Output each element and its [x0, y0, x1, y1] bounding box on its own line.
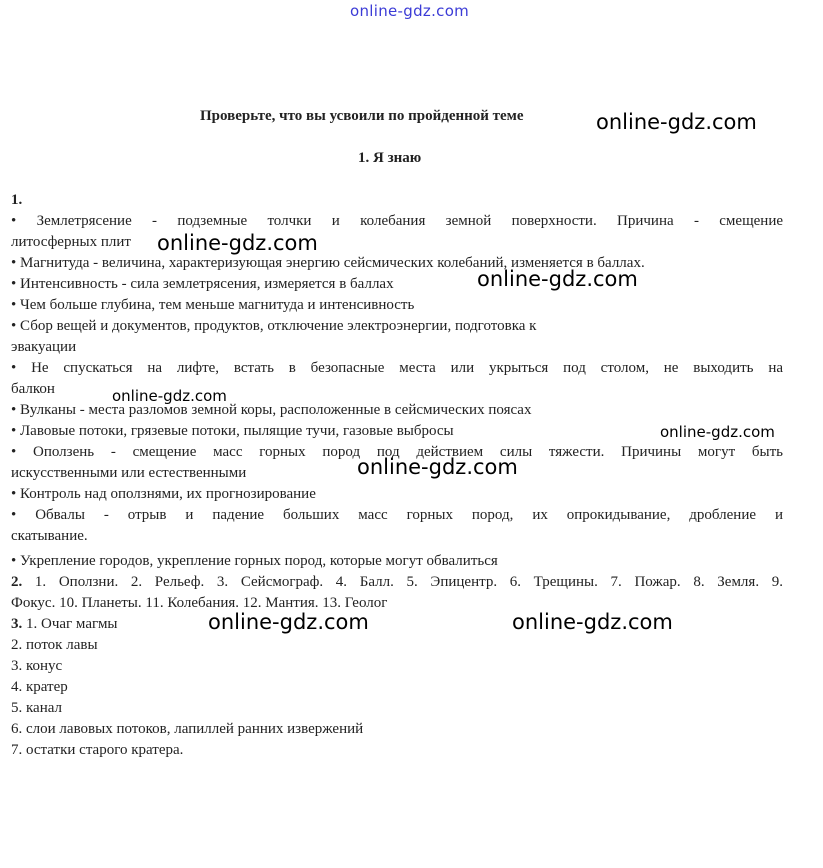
text-line: • Вулканы - места разломов земной коры, расположенные в сейсмических поясах	[11, 402, 532, 418]
watermark: online-gdz.com	[357, 455, 518, 479]
text-line: искусственными или естественными	[11, 465, 247, 481]
text-line: • Интенсивность - сила землетрясения, измеряется в баллах	[11, 276, 394, 292]
list-item: 7. остатки старого кратера.	[11, 742, 184, 758]
watermark: online-gdz.com	[596, 110, 757, 134]
watermark: online-gdz.com	[660, 423, 775, 441]
list-item: 3. конус	[11, 658, 63, 674]
watermark: online-gdz.com	[477, 267, 638, 291]
watermark-top: online-gdz.com	[350, 2, 470, 20]
text-line: скатывание.	[11, 528, 88, 544]
watermark: online-gdz.com	[512, 610, 673, 634]
section-2-line	[11, 572, 783, 593]
section-2-line: Фокус. 10. Планеты. 11. Колебания. 12. Мантия. 13. Геолог	[11, 595, 388, 611]
section-3-text: 1. Очаг магмы	[22, 616, 118, 632]
list-item: 2. поток лавы	[11, 637, 98, 653]
text-line: • Контроль над оползнями, их прогнозирование	[11, 486, 316, 502]
text-line: • Чем больше глубина, тем меньше магнитуда и интенсивность	[11, 297, 415, 313]
list-item: 5. канал	[11, 700, 63, 716]
text-line: • Сбор вещей и документов, продуктов, отключение электроэнергии, подготовка к	[11, 318, 537, 334]
section-2-text: 1. Оползни. 2. Рельеф. 3. Сейсмограф. 4. Балл. 5. Эпицентр. 6. Трещины. 7. Пожар. 8. Земля. 9.	[22, 574, 783, 590]
text-line: • Магнитуда - величина, характеризующая энергию сейсмических колебаний, изменяется в баллах.	[11, 255, 645, 271]
text-line: эвакуации	[11, 339, 77, 355]
text-line: • Землетрясение - подземные толчки и колебания земной поверхности. Причина - смещение	[11, 213, 783, 229]
text-line: литосферных плит	[11, 234, 131, 250]
text-line: • Укрепление городов, укрепление горных пород, которые могут обвалиться	[11, 553, 498, 569]
text-line: • Обвалы - отрыв и падение больших масс горных пород, их опрокидывание, дробление и	[11, 507, 783, 523]
text-line: • Оползень - смещение масс горных пород под действием силы тяжести. Причины могут быть	[11, 444, 783, 460]
watermark: online-gdz.com	[157, 231, 318, 255]
watermark: online-gdz.com	[112, 387, 227, 405]
text-line: • Не спускаться на лифте, встать в безопасные места или укрыться под столом, не выходить на	[11, 360, 783, 376]
watermark: online-gdz.com	[208, 610, 369, 634]
section-2-number: 2.	[11, 574, 23, 590]
page-title: Проверьте, что вы усвоили по пройденной теме	[200, 108, 524, 124]
section-1-number: 1.	[11, 192, 23, 208]
text-line: балкон	[11, 381, 55, 397]
list-item: 6. слои лавовых потоков, лапиллей ранних извержений	[11, 721, 364, 737]
text-line: • Лавовые потоки, грязевые потоки, пылящие тучи, газовые выбросы	[11, 423, 454, 439]
page-subtitle: 1. Я знаю	[358, 150, 422, 166]
list-item: 4. кратер	[11, 679, 68, 695]
section-3-number: 3.	[11, 616, 23, 632]
